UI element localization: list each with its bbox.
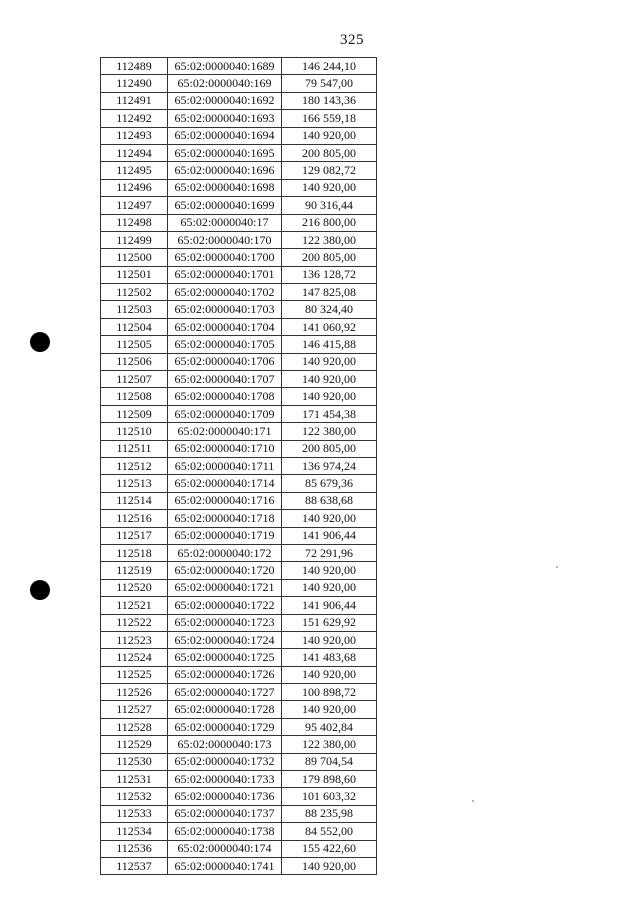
row-id-cell: 112531 xyxy=(101,771,168,788)
row-id-cell: 112492 xyxy=(101,110,168,127)
row-id-cell: 112534 xyxy=(101,823,168,840)
row-id-cell: 112490 xyxy=(101,75,168,92)
value-cell: 95 402,84 xyxy=(282,718,377,735)
row-id-cell: 112528 xyxy=(101,718,168,735)
table-row xyxy=(101,527,377,544)
value-cell: 140 920,00 xyxy=(282,579,377,596)
table-row xyxy=(101,284,377,301)
row-id-cell: 112496 xyxy=(101,179,168,196)
value-cell: 141 906,44 xyxy=(282,597,377,614)
cadastral-number-cell: 65:02:0000040:1693 xyxy=(168,110,282,127)
register-table-body xyxy=(101,58,377,875)
row-id-cell: 112519 xyxy=(101,562,168,579)
cadastral-number-cell: 65:02:0000040:1736 xyxy=(168,788,282,805)
table-row xyxy=(101,423,377,440)
cadastral-number-cell: 65:02:0000040:1720 xyxy=(168,562,282,579)
value-cell: 200 805,00 xyxy=(282,249,377,266)
row-id-cell: 112536 xyxy=(101,840,168,857)
value-cell: 72 291,96 xyxy=(282,544,377,561)
value-cell: 129 082,72 xyxy=(282,162,377,179)
table-row xyxy=(101,771,377,788)
table-row xyxy=(101,597,377,614)
table-row xyxy=(101,579,377,596)
value-cell: 140 920,00 xyxy=(282,631,377,648)
cadastral-number-cell: 65:02:0000040:1727 xyxy=(168,684,282,701)
cadastral-number-cell: 65:02:0000040:1722 xyxy=(168,597,282,614)
row-id-cell: 112494 xyxy=(101,144,168,161)
table-row xyxy=(101,475,377,492)
value-cell: 89 704,54 xyxy=(282,753,377,770)
table-row xyxy=(101,127,377,144)
table-row xyxy=(101,266,377,283)
cadastral-number-cell: 65:02:0000040:1733 xyxy=(168,771,282,788)
table-row xyxy=(101,301,377,318)
table-row xyxy=(101,162,377,179)
table-row xyxy=(101,92,377,109)
scan-speck xyxy=(472,800,474,802)
value-cell: 100 898,72 xyxy=(282,684,377,701)
row-id-cell: 112502 xyxy=(101,284,168,301)
value-cell: 151 629,92 xyxy=(282,614,377,631)
value-cell: 140 920,00 xyxy=(282,701,377,718)
table-row xyxy=(101,336,377,353)
row-id-cell: 112501 xyxy=(101,266,168,283)
table-row xyxy=(101,649,377,666)
cadastral-number-cell: 65:02:0000040:172 xyxy=(168,544,282,561)
value-cell: 200 805,00 xyxy=(282,144,377,161)
table-row xyxy=(101,718,377,735)
value-cell: 140 920,00 xyxy=(282,371,377,388)
row-id-cell: 112497 xyxy=(101,197,168,214)
row-id-cell: 112504 xyxy=(101,318,168,335)
table-row xyxy=(101,753,377,770)
punch-hole-top xyxy=(30,332,50,352)
value-cell: 140 920,00 xyxy=(282,353,377,370)
table-row xyxy=(101,179,377,196)
cadastral-number-cell: 65:02:0000040:1729 xyxy=(168,718,282,735)
cadastral-number-cell: 65:02:0000040:1694 xyxy=(168,127,282,144)
value-cell: 140 920,00 xyxy=(282,666,377,683)
row-id-cell: 112506 xyxy=(101,353,168,370)
value-cell: 101 603,32 xyxy=(282,788,377,805)
cadastral-number-cell: 65:02:0000040:1726 xyxy=(168,666,282,683)
table-row xyxy=(101,144,377,161)
value-cell: 146 244,10 xyxy=(282,58,377,75)
table-row xyxy=(101,492,377,509)
cadastral-number-cell: 65:02:0000040:1700 xyxy=(168,249,282,266)
page-number: 325 xyxy=(340,32,364,48)
table-row xyxy=(101,805,377,822)
value-cell: 85 679,36 xyxy=(282,475,377,492)
cadastral-number-cell: 65:02:0000040:170 xyxy=(168,231,282,248)
cadastral-number-cell: 65:02:0000040:169 xyxy=(168,75,282,92)
row-id-cell: 112521 xyxy=(101,597,168,614)
table-row xyxy=(101,701,377,718)
value-cell: 136 128,72 xyxy=(282,266,377,283)
table-row xyxy=(101,788,377,805)
row-id-cell: 112525 xyxy=(101,666,168,683)
cadastral-number-cell: 65:02:0000040:1707 xyxy=(168,371,282,388)
value-cell: 146 415,88 xyxy=(282,336,377,353)
row-id-cell: 112526 xyxy=(101,684,168,701)
cadastral-number-cell: 65:02:0000040:1741 xyxy=(168,857,282,874)
row-id-cell: 112500 xyxy=(101,249,168,266)
value-cell: 140 920,00 xyxy=(282,179,377,196)
row-id-cell: 112499 xyxy=(101,231,168,248)
value-cell: 88 235,98 xyxy=(282,805,377,822)
table-row xyxy=(101,75,377,92)
cadastral-number-cell: 65:02:0000040:1699 xyxy=(168,197,282,214)
row-id-cell: 112511 xyxy=(101,440,168,457)
value-cell: 140 920,00 xyxy=(282,388,377,405)
row-id-cell: 112522 xyxy=(101,614,168,631)
cadastral-number-cell: 65:02:0000040:173 xyxy=(168,736,282,753)
row-id-cell: 112495 xyxy=(101,162,168,179)
row-id-cell: 112509 xyxy=(101,405,168,422)
row-id-cell: 112530 xyxy=(101,753,168,770)
value-cell: 171 454,38 xyxy=(282,405,377,422)
value-cell: 141 906,44 xyxy=(282,527,377,544)
cadastral-number-cell: 65:02:0000040:1711 xyxy=(168,457,282,474)
cadastral-number-cell: 65:02:0000040:1710 xyxy=(168,440,282,457)
value-cell: 122 380,00 xyxy=(282,231,377,248)
row-id-cell: 112533 xyxy=(101,805,168,822)
row-id-cell: 112508 xyxy=(101,388,168,405)
value-cell: 141 483,68 xyxy=(282,649,377,666)
cadastral-number-cell: 65:02:0000040:17 xyxy=(168,214,282,231)
table-row xyxy=(101,231,377,248)
table-row xyxy=(101,562,377,579)
table-row xyxy=(101,405,377,422)
value-cell: 88 638,68 xyxy=(282,492,377,509)
table-row xyxy=(101,684,377,701)
table-row xyxy=(101,857,377,874)
table-row xyxy=(101,666,377,683)
value-cell: 166 559,18 xyxy=(282,110,377,127)
table-row xyxy=(101,110,377,127)
value-cell: 122 380,00 xyxy=(282,423,377,440)
cadastral-number-cell: 65:02:0000040:1692 xyxy=(168,92,282,109)
cadastral-number-cell: 65:02:0000040:1732 xyxy=(168,753,282,770)
value-cell: 140 920,00 xyxy=(282,857,377,874)
row-id-cell: 112518 xyxy=(101,544,168,561)
value-cell: 155 422,60 xyxy=(282,840,377,857)
cadastral-number-cell: 65:02:0000040:1718 xyxy=(168,510,282,527)
cadastral-number-cell: 65:02:0000040:1714 xyxy=(168,475,282,492)
value-cell: 90 316,44 xyxy=(282,197,377,214)
cadastral-number-cell: 65:02:0000040:1689 xyxy=(168,58,282,75)
table-row xyxy=(101,197,377,214)
table-row xyxy=(101,371,377,388)
cadastral-number-cell: 65:02:0000040:1724 xyxy=(168,631,282,648)
row-id-cell: 112512 xyxy=(101,457,168,474)
table-row xyxy=(101,214,377,231)
table-row xyxy=(101,440,377,457)
row-id-cell: 112537 xyxy=(101,857,168,874)
punch-hole-bottom xyxy=(30,580,50,600)
value-cell: 200 805,00 xyxy=(282,440,377,457)
value-cell: 122 380,00 xyxy=(282,736,377,753)
cadastral-number-cell: 65:02:0000040:1695 xyxy=(168,144,282,161)
value-cell: 79 547,00 xyxy=(282,75,377,92)
cadastral-number-cell: 65:02:0000040:1698 xyxy=(168,179,282,196)
row-id-cell: 112532 xyxy=(101,788,168,805)
row-id-cell: 112491 xyxy=(101,92,168,109)
cadastral-number-cell: 65:02:0000040:1728 xyxy=(168,701,282,718)
cadastral-number-cell: 65:02:0000040:1706 xyxy=(168,353,282,370)
cadastral-number-cell: 65:02:0000040:1703 xyxy=(168,301,282,318)
cadastral-number-cell: 65:02:0000040:1696 xyxy=(168,162,282,179)
table-row xyxy=(101,353,377,370)
row-id-cell: 112505 xyxy=(101,336,168,353)
table-row xyxy=(101,823,377,840)
table-row xyxy=(101,840,377,857)
cadastral-number-cell: 65:02:0000040:174 xyxy=(168,840,282,857)
value-cell: 140 920,00 xyxy=(282,510,377,527)
cadastral-number-cell: 65:02:0000040:1708 xyxy=(168,388,282,405)
cadastral-number-cell: 65:02:0000040:1709 xyxy=(168,405,282,422)
cadastral-number-cell: 65:02:0000040:1723 xyxy=(168,614,282,631)
table-row xyxy=(101,544,377,561)
scan-speck xyxy=(556,566,558,568)
cadastral-number-cell: 65:02:0000040:171 xyxy=(168,423,282,440)
cadastral-number-cell: 65:02:0000040:1719 xyxy=(168,527,282,544)
cadastral-number-cell: 65:02:0000040:1701 xyxy=(168,266,282,283)
table-row xyxy=(101,736,377,753)
cadastral-number-cell: 65:02:0000040:1725 xyxy=(168,649,282,666)
table-row xyxy=(101,249,377,266)
value-cell: 179 898,60 xyxy=(282,771,377,788)
row-id-cell: 112517 xyxy=(101,527,168,544)
cadastral-number-cell: 65:02:0000040:1702 xyxy=(168,284,282,301)
row-id-cell: 112527 xyxy=(101,701,168,718)
row-id-cell: 112489 xyxy=(101,58,168,75)
row-id-cell: 112503 xyxy=(101,301,168,318)
table-row xyxy=(101,631,377,648)
table-row xyxy=(101,614,377,631)
value-cell: 136 974,24 xyxy=(282,457,377,474)
row-id-cell: 112523 xyxy=(101,631,168,648)
value-cell: 84 552,00 xyxy=(282,823,377,840)
row-id-cell: 112513 xyxy=(101,475,168,492)
value-cell: 80 324,40 xyxy=(282,301,377,318)
table-row xyxy=(101,457,377,474)
row-id-cell: 112529 xyxy=(101,736,168,753)
row-id-cell: 112507 xyxy=(101,371,168,388)
row-id-cell: 112516 xyxy=(101,510,168,527)
register-table xyxy=(100,57,377,875)
cadastral-number-cell: 65:02:0000040:1737 xyxy=(168,805,282,822)
value-cell: 180 143,36 xyxy=(282,92,377,109)
row-id-cell: 112514 xyxy=(101,492,168,509)
cadastral-number-cell: 65:02:0000040:1704 xyxy=(168,318,282,335)
cadastral-number-cell: 65:02:0000040:1721 xyxy=(168,579,282,596)
value-cell: 140 920,00 xyxy=(282,562,377,579)
value-cell: 140 920,00 xyxy=(282,127,377,144)
cadastral-number-cell: 65:02:0000040:1716 xyxy=(168,492,282,509)
value-cell: 147 825,08 xyxy=(282,284,377,301)
table-row xyxy=(101,318,377,335)
row-id-cell: 112493 xyxy=(101,127,168,144)
row-id-cell: 112524 xyxy=(101,649,168,666)
row-id-cell: 112520 xyxy=(101,579,168,596)
cadastral-number-cell: 65:02:0000040:1705 xyxy=(168,336,282,353)
table-row xyxy=(101,388,377,405)
table-row xyxy=(101,58,377,75)
row-id-cell: 112510 xyxy=(101,423,168,440)
value-cell: 216 800,00 xyxy=(282,214,377,231)
row-id-cell: 112498 xyxy=(101,214,168,231)
value-cell: 141 060,92 xyxy=(282,318,377,335)
cadastral-number-cell: 65:02:0000040:1738 xyxy=(168,823,282,840)
table-row xyxy=(101,510,377,527)
